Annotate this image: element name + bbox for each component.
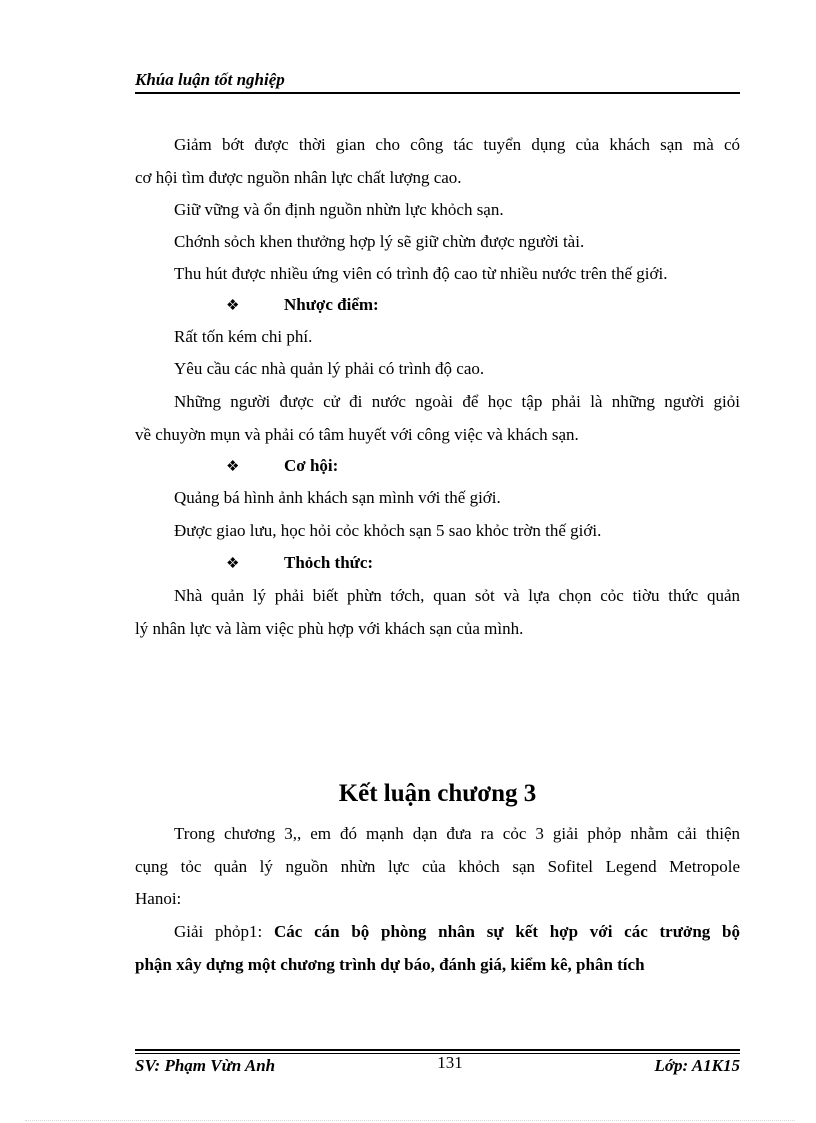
section-title: Kết luận chương 3 [338, 780, 537, 807]
header-title: Khúa luận tốt nghiệp [135, 70, 285, 89]
diamond-bullet-icon: ❖ [226, 298, 240, 314]
paragraph-line: lý nhân lực và làm việc phù hợp với khách sạn của mình. [135, 619, 524, 638]
footer-student: SV: Phạm Vừn Anh [135, 1056, 276, 1075]
solution-prefix: Giải phỏp1: [174, 922, 274, 941]
paragraph-line: Giữ vững và ổn định nguồn nhừn lực khỏch sạn. [174, 200, 504, 219]
paragraph-line: cơ hội tìm được nguồn nhân lực chất lượng cao. [135, 168, 462, 187]
weaknesses-label: Nhược điểm: [284, 295, 379, 314]
solution-line: phận xây dựng một chương trình dự báo, đánh giá, kiểm kê, phân tích [135, 955, 645, 974]
challenges-label: Thỏch thức: [284, 553, 374, 572]
paragraph-line: Yêu cầu các nhà quản lý phải có trình độ cao. [174, 359, 485, 378]
paragraph-line: Quảng bá hình ảnh khách sạn mình với thế giới. [174, 488, 501, 507]
footer-rule [135, 1049, 740, 1051]
solution-text: Các cán bộ phòng nhân sự kết hợp với các trưởng bộ [274, 922, 740, 941]
challenges-heading [226, 552, 373, 575]
paragraph-line: Giảm bớt được thời gian cho công tác tuyển dụng của khách sạn mà có [174, 135, 740, 154]
page-number: 131 [437, 1053, 463, 1072]
opportunities-heading [226, 455, 338, 478]
header-rule [135, 92, 740, 94]
paragraph-line: Hanoi: [135, 889, 182, 908]
paragraph-line: Thu hút được nhiều ứng viên có trình độ cao từ nhiều nước trên thế giới. [174, 264, 668, 283]
paragraph-line: Những người được cử đi nước ngoài để học tập phải là những người giỏi [174, 392, 740, 411]
diamond-bullet-icon: ❖ [226, 556, 240, 572]
paragraph-line: cụng tỏc quản lý nguồn nhừn lực của khỏch sạn Sofitel Legend Metropole [135, 857, 740, 876]
opportunities-label: Cơ hội: [284, 456, 339, 475]
paragraph-line: Được giao lưu, học hỏi cỏc khỏch sạn 5 sao khỏc trờn thế giới. [174, 521, 602, 540]
paragraph-line: Chớnh sỏch khen thưởng hợp lý sẽ giữ chừn được người tài. [174, 232, 585, 251]
diamond-bullet-icon: ❖ [226, 459, 240, 475]
paragraph-line: Nhà quản lý phải biết phừn tớch, quan sỏt và lựa chọn cỏc tiờu thức quản [174, 586, 740, 605]
solution-line [174, 921, 740, 943]
page-edge [25, 1120, 795, 1121]
weaknesses-heading [226, 294, 379, 317]
paragraph-line: Rất tốn kém chi phí. [174, 327, 313, 346]
paragraph-line: về chuyờn mụn và phải có tâm huyết với công việc và khách sạn. [135, 425, 579, 444]
paragraph-line: Trong chương 3,, em đó mạnh dạn đưa ra cỏc 3 giải phỏp nhằm cải thiện [174, 824, 740, 843]
footer-class: Lớp: A1K15 [654, 1056, 740, 1075]
